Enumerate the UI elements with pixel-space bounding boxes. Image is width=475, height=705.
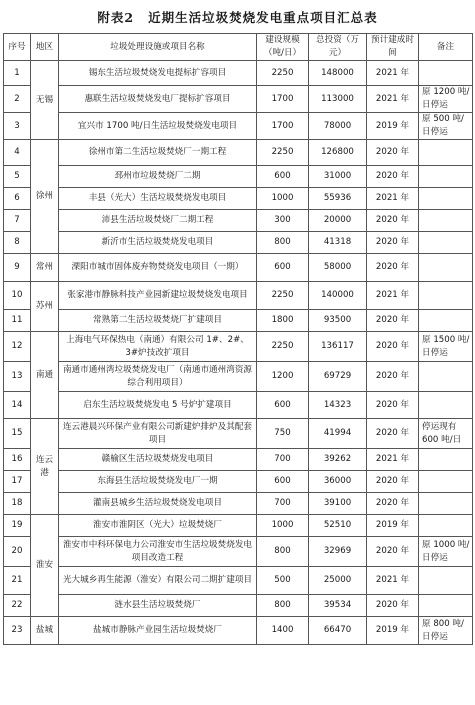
capacity-value: 800 — [257, 232, 309, 254]
capacity-value: 2250 — [257, 282, 309, 310]
row-no: 10 — [4, 282, 31, 310]
row-no: 18 — [4, 493, 31, 515]
row-no: 11 — [4, 310, 31, 332]
table-row — [4, 113, 473, 140]
region-cell: 淮安 — [31, 515, 59, 617]
investment-value: 58000 — [309, 254, 367, 282]
investment-value: 25000 — [309, 567, 367, 595]
capacity-value: 700 — [257, 449, 309, 471]
header-note: 备注 — [419, 34, 473, 61]
table-row — [4, 210, 473, 232]
remark — [419, 166, 473, 188]
remark — [419, 449, 473, 471]
region-cell: 盐城 — [31, 617, 59, 645]
completion-year: 2019 年 — [367, 113, 419, 140]
completion-year: 2020 年 — [367, 310, 419, 332]
remark — [419, 595, 473, 617]
remark — [419, 362, 473, 392]
completion-year: 2021 年 — [367, 282, 419, 310]
project-name: 赣榆区生活垃圾焚烧发电项目 — [59, 449, 257, 471]
project-name: 惠联生活垃圾焚烧发电厂提标扩容项目 — [59, 86, 257, 113]
capacity-value: 2250 — [257, 140, 309, 166]
row-no: 14 — [4, 392, 31, 419]
remark — [419, 392, 473, 419]
completion-year: 2020 年 — [367, 493, 419, 515]
remark — [419, 567, 473, 595]
page-title — [0, 8, 475, 28]
remark: 原 1500 吨/日停运 — [419, 332, 473, 362]
table-row — [4, 310, 473, 332]
header-investment: 总投资（万元） — [309, 34, 367, 61]
project-name: 盐城市静脉产业园生活垃圾焚烧厂 — [59, 617, 257, 645]
completion-year: 2019 年 — [367, 515, 419, 537]
completion-year: 2020 年 — [367, 166, 419, 188]
project-table — [3, 33, 473, 645]
project-name: 涟水县生活垃圾焚烧厂 — [59, 595, 257, 617]
row-no: 9 — [4, 254, 31, 282]
row-no: 6 — [4, 188, 31, 210]
project-name: 淮安市中科环保电力公司淮安市生活垃圾焚烧发电项目改造工程 — [59, 537, 257, 567]
capacity-value: 600 — [257, 166, 309, 188]
investment-value: 39262 — [309, 449, 367, 471]
investment-value: 55936 — [309, 188, 367, 210]
table-row — [4, 282, 473, 310]
capacity-value: 1000 — [257, 515, 309, 537]
remark: 原 500 吨/日停运 — [419, 113, 473, 140]
completion-year: 2021 年 — [367, 449, 419, 471]
table-row — [4, 392, 473, 419]
investment-value: 136117 — [309, 332, 367, 362]
row-no: 17 — [4, 471, 31, 493]
investment-value: 93500 — [309, 310, 367, 332]
region-cell: 苏州 — [31, 282, 59, 332]
capacity-value: 1000 — [257, 188, 309, 210]
investment-value: 39534 — [309, 595, 367, 617]
project-name: 邳州市垃圾焚烧厂二期 — [59, 166, 257, 188]
region-cell: 连云港 — [31, 419, 59, 515]
project-name: 启东生活垃圾焚烧发电 5 号炉扩建项目 — [59, 392, 257, 419]
completion-year: 2020 年 — [367, 362, 419, 392]
completion-year: 2020 年 — [367, 332, 419, 362]
row-no: 4 — [4, 140, 31, 166]
region-cell: 无锡 — [31, 61, 59, 140]
investment-value: 140000 — [309, 282, 367, 310]
completion-year: 2020 年 — [367, 254, 419, 282]
capacity-value: 2250 — [257, 332, 309, 362]
project-name: 新沂市生活垃圾焚烧发电项目 — [59, 232, 257, 254]
table-row — [4, 617, 473, 645]
remark — [419, 282, 473, 310]
table-row — [4, 595, 473, 617]
project-name: 丰县（光大）生活垃圾焚烧发电项目 — [59, 188, 257, 210]
row-no: 13 — [4, 362, 31, 392]
header-row — [4, 34, 473, 61]
remark — [419, 61, 473, 86]
capacity-value: 600 — [257, 254, 309, 282]
row-no: 21 — [4, 567, 31, 595]
table-row — [4, 232, 473, 254]
investment-value: 113000 — [309, 86, 367, 113]
capacity-value: 1400 — [257, 617, 309, 645]
header-scale: 建设规模（吨/日） — [257, 34, 309, 61]
row-no: 22 — [4, 595, 31, 617]
table-row — [4, 537, 473, 567]
remark: 原 1000 吨/日停运 — [419, 537, 473, 567]
project-name: 南通市通州湾垃圾焚烧发电厂（南通市通州湾资源综合利用项目） — [59, 362, 257, 392]
completion-year: 2020 年 — [367, 419, 419, 449]
completion-year: 2020 年 — [367, 210, 419, 232]
investment-value: 20000 — [309, 210, 367, 232]
completion-year: 2020 年 — [367, 140, 419, 166]
table-row — [4, 515, 473, 537]
remark — [419, 471, 473, 493]
project-name: 徐州市第二生活垃圾焚烧厂一期工程 — [59, 140, 257, 166]
remark — [419, 310, 473, 332]
investment-value: 36000 — [309, 471, 367, 493]
table-row — [4, 493, 473, 515]
appendix-label: 附表2 — [97, 10, 135, 25]
remark — [419, 140, 473, 166]
project-name: 张家港市静脉科技产业园新建垃圾焚烧发电项目 — [59, 282, 257, 310]
investment-value: 66470 — [309, 617, 367, 645]
investment-value: 32969 — [309, 537, 367, 567]
row-no: 2 — [4, 86, 31, 113]
capacity-value: 2250 — [257, 61, 309, 86]
row-no: 16 — [4, 449, 31, 471]
remark: 原 1200 吨/日停运 — [419, 86, 473, 113]
row-no: 8 — [4, 232, 31, 254]
investment-value: 31000 — [309, 166, 367, 188]
table-row — [4, 86, 473, 113]
project-name: 常熟第二生活垃圾焚烧厂扩建项目 — [59, 310, 257, 332]
header-region: 地区 — [31, 34, 59, 61]
table-row — [4, 567, 473, 595]
row-no: 19 — [4, 515, 31, 537]
completion-year: 2020 年 — [367, 537, 419, 567]
project-name: 锡东生活垃圾焚烧发电提标扩容项目 — [59, 61, 257, 86]
header-name: 垃圾处理设施或项目名称 — [59, 34, 257, 61]
row-no: 5 — [4, 166, 31, 188]
row-no: 23 — [4, 617, 31, 645]
remark — [419, 493, 473, 515]
header-year: 预计建成时间 — [367, 34, 419, 61]
capacity-value: 800 — [257, 595, 309, 617]
capacity-value: 300 — [257, 210, 309, 232]
capacity-value: 600 — [257, 392, 309, 419]
completion-year: 2020 年 — [367, 232, 419, 254]
table-row — [4, 61, 473, 86]
table-row — [4, 362, 473, 392]
project-name: 沛县生活垃圾焚烧厂二期工程 — [59, 210, 257, 232]
row-no: 3 — [4, 113, 31, 140]
table-row — [4, 449, 473, 471]
project-name: 上海电气环保热电（南通）有限公司 1#、2#、3#炉技改扩项目 — [59, 332, 257, 362]
completion-year: 2021 年 — [367, 61, 419, 86]
project-name: 东海县生活垃圾焚烧发电厂一期 — [59, 471, 257, 493]
investment-value: 52510 — [309, 515, 367, 537]
capacity-value: 1700 — [257, 113, 309, 140]
remark — [419, 210, 473, 232]
remark — [419, 188, 473, 210]
project-name: 淮安市淮阴区（光大）垃圾焚烧厂 — [59, 515, 257, 537]
project-name: 光大城乡再生能源（淮安）有限公司二期扩建项目 — [59, 567, 257, 595]
completion-year: 2020 年 — [367, 595, 419, 617]
row-no: 15 — [4, 419, 31, 449]
capacity-value: 500 — [257, 567, 309, 595]
investment-value: 39100 — [309, 493, 367, 515]
capacity-value: 1700 — [257, 86, 309, 113]
capacity-value: 1800 — [257, 310, 309, 332]
region-cell: 常州 — [31, 254, 59, 282]
remark — [419, 232, 473, 254]
table-row — [4, 419, 473, 449]
investment-value: 148000 — [309, 61, 367, 86]
completion-year: 2021 年 — [367, 188, 419, 210]
project-name: 宜兴市 1700 吨/日生活垃圾焚烧发电项目 — [59, 113, 257, 140]
table-row — [4, 332, 473, 362]
table-row — [4, 188, 473, 210]
completion-year: 2020 年 — [367, 392, 419, 419]
capacity-value: 600 — [257, 471, 309, 493]
completion-year: 2021 年 — [367, 86, 419, 113]
row-no: 20 — [4, 537, 31, 567]
region-cell: 南通 — [31, 332, 59, 419]
completion-year: 2020 年 — [367, 471, 419, 493]
completion-year: 2021 年 — [367, 567, 419, 595]
capacity-value: 800 — [257, 537, 309, 567]
remark — [419, 254, 473, 282]
row-no: 7 — [4, 210, 31, 232]
completion-year: 2019 年 — [367, 617, 419, 645]
table-row — [4, 166, 473, 188]
table-row — [4, 471, 473, 493]
row-no: 1 — [4, 61, 31, 86]
table-row — [4, 140, 473, 166]
table-title: 近期生活垃圾焚烧发电重点项目汇总表 — [148, 10, 378, 25]
project-name: 溧阳市城市固体废弃物焚烧发电项目（一期） — [59, 254, 257, 282]
investment-value: 41994 — [309, 419, 367, 449]
capacity-value: 1200 — [257, 362, 309, 392]
capacity-value: 700 — [257, 493, 309, 515]
investment-value: 126800 — [309, 140, 367, 166]
project-name: 连云港晨兴环保产业有限公司新建炉排炉及其配套项目 — [59, 419, 257, 449]
investment-value: 69729 — [309, 362, 367, 392]
remark: 原 800 吨/日停运 — [419, 617, 473, 645]
investment-value: 78000 — [309, 113, 367, 140]
investment-value: 41318 — [309, 232, 367, 254]
capacity-value: 750 — [257, 419, 309, 449]
row-no: 12 — [4, 332, 31, 362]
project-name: 灌南县城乡生活垃圾焚烧发电项目 — [59, 493, 257, 515]
investment-value: 14323 — [309, 392, 367, 419]
remark — [419, 515, 473, 537]
remark: 停运现有 600 吨/日 — [419, 419, 473, 449]
header-no: 序号 — [4, 34, 31, 61]
table-row — [4, 254, 473, 282]
region-cell: 徐州 — [31, 140, 59, 254]
